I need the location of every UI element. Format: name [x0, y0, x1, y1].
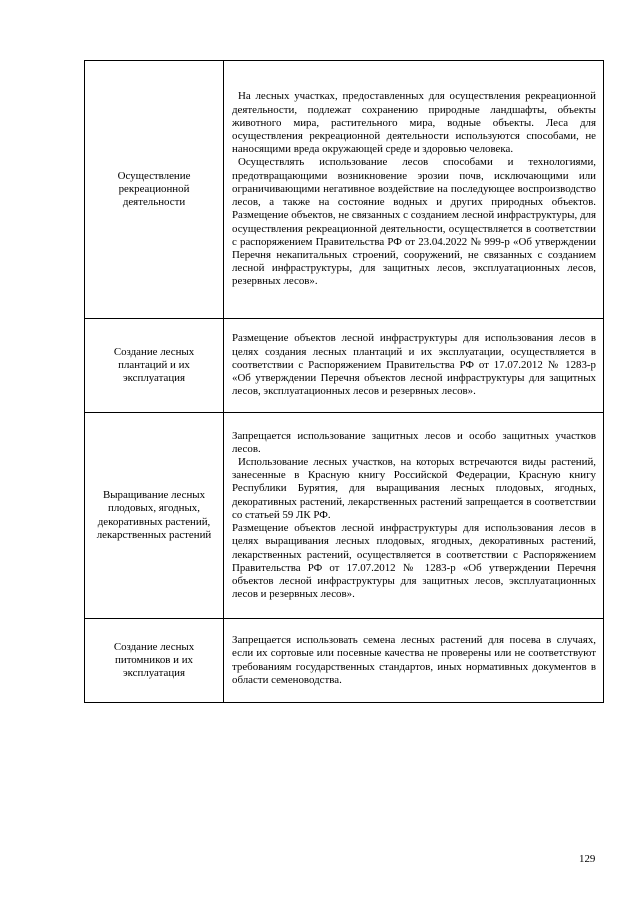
- requirements-cell: [224, 319, 604, 413]
- table-row: [85, 619, 604, 703]
- requirement-paragraph: Осуществлять использование лесов способами и технологиями, предотвращающими возникновение эрозии почв, исключающими или ограничивающими негативное воздействие на последующее воспроизводство лесов, а также на состояние водных и других природных объектов. Размещение объектов, не связанных с созданием лесной инфраструктуры, для осуществления рекреационной деятельности, осуществляется в соответствии с распоряжением Правительства РФ от 23.04.2022 № 999-р «Об утверждении Перечня некапитальных строений, сооружений, не связанных с созданием лесной инфраструктуры, для защитных лесов, эксплуатационных лесов, резервных лесов».: [232, 156, 596, 288]
- table-row: [85, 61, 604, 319]
- requirement-paragraph: Запрещается использование защитных лесов и особо защитных участков лесов.: [232, 429, 596, 455]
- requirement-paragraph: Запрещается использовать семена лесных растений для посева в случаях, если их сортовые или посевные качества не проверены или не соответствуют требованиям государственных стандартов, иных нормативных документов в области семеноводства.: [232, 634, 596, 686]
- activity-name-cell: Выращивание лесных плодовых, ягодных, декоративных растений, лекарственных растений: [85, 413, 224, 619]
- requirement-paragraph: Использование лесных участков, на которых встречаются виды растений, занесенные в Красную книгу Российской Федерации, Красную книгу Республики Бурятия, для выращивания лесных плодовых, ягодных, декоративных растений, лекарственных растений запрещается в соответствии со статьей 59 ЛК РФ.: [232, 456, 596, 521]
- requirements-cell: [224, 619, 604, 703]
- table-row: [85, 413, 604, 619]
- requirement-paragraph: Размещение объектов лесной инфраструктуры для использования лесов в целях выращивания лесных плодовых, ягодных, декоративных растений, лекарственных растений, осуществляется в соответствии с Распоряжением Правительства РФ от 17.07.2012 № 1283-р «Об утверждении Перечня объектов лесной инфраструктуры для защитных лесов, эксплуатационных лесов и резервных лесов».: [232, 522, 596, 601]
- requirements-cell: [224, 413, 604, 619]
- activity-name-cell: Создание лесных плантаций и их эксплуатация: [85, 319, 224, 413]
- activity-name-cell: Создание лесных питомников и их эксплуатация: [85, 619, 224, 703]
- table-row: [85, 319, 604, 413]
- requirement-paragraph: Размещение объектов лесной инфраструктуры для использования лесов в целях создания лесных плантаций и их эксплуатации, осуществляется в соответствии с Распоряжением Правительства РФ от 17.07.2012 № 1283-р «Об утверждении Перечня объектов лесной инфраструктуры для защитных лесов, эксплуатационных лесов и резервных лесов».: [232, 332, 596, 398]
- forest-use-table: [84, 60, 604, 703]
- requirements-cell: [224, 61, 604, 319]
- activity-name-cell: Осуществление рекреационной деятельности: [85, 61, 224, 319]
- requirement-paragraph: На лесных участках, предоставленных для осуществления рекреационной деятельности, подлежат сохранению природные ландшафты, объекты животного мира, растительного мира, водные объекты. Леса для осуществления рекреационной деятельности используются способами, не наносящими вреда окружающей среде и здоровью человека.: [232, 90, 596, 156]
- page-number: 129: [579, 853, 596, 865]
